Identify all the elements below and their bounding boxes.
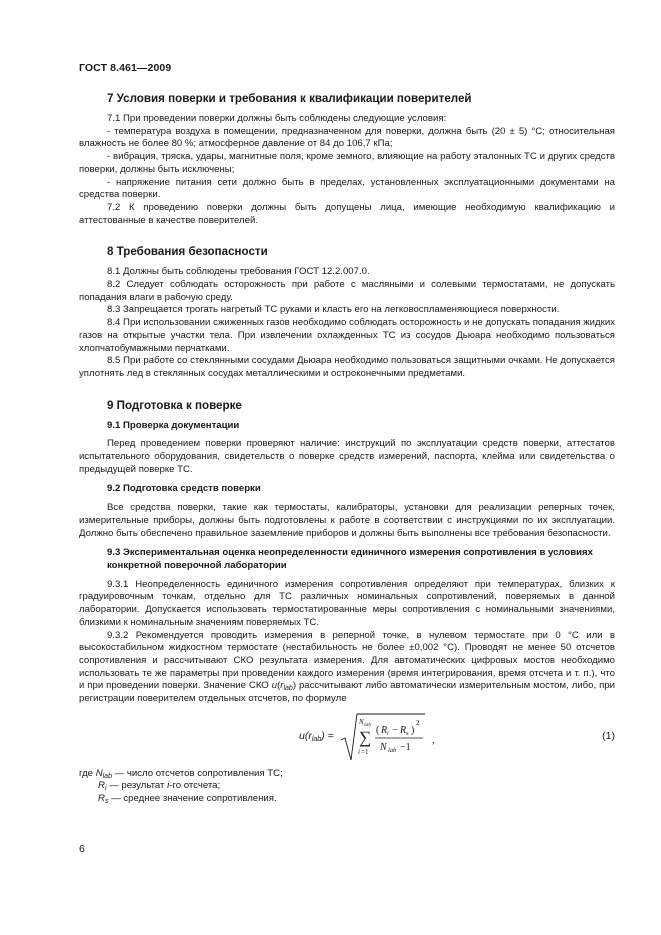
legend-r-i: $R_i$ — результат i-го отсчета;	[98, 780, 221, 793]
svg-text:2: 2	[416, 718, 420, 727]
svg-text:R: R	[400, 724, 407, 736]
formula-number: (1)	[602, 729, 615, 742]
para-7-1-voltage: - напряжение питания сети должно быть в пределах, установленных эксплуатационными документами на средства поверки.	[79, 176, 615, 201]
svg-text:): )	[411, 724, 415, 736]
subsection-9-1-title: 9.1 Проверка документации	[107, 419, 240, 431]
para-9-3-2-text-b: рассчитывают либо автоматически измерительным мостом, либо, при регистрации поверителем отдельных отсчетов, по формуле	[79, 680, 615, 705]
sko-r-symbol: r	[280, 680, 284, 692]
section-8-title: 8 Требования безопасности	[107, 245, 268, 259]
section-9-title: 9 Подготовка к поверке	[107, 398, 242, 412]
section-7-title: 7 Условия поверки и требования к квалификации поверителей	[107, 92, 472, 105]
para-8-3: 8.3 Запрещается трогать нагретый ТС руками и класть его на легковоспламеняющиеся поверхности.	[107, 304, 560, 316]
para-8-1: 8.1 Должны быть соблюдены требования ГОСТ 12.2.007.0.	[107, 266, 370, 278]
formula-1	[79, 710, 615, 766]
page-number: 6	[79, 843, 85, 855]
svg-text:−: −	[392, 724, 398, 736]
para-9-3-2: 9.3.2 Рекомендуется проводить измерения в реперной точке, в нулевом термостате при 0 °С или в высокостабильном жидкостном термостате (нестабильность не более ±0,002 °С). Проводят не менее 50 отсчетов сопротивления и рассчитывают СКО результата измерения. Для автоматических цифровых мостов необходимо использовать те же параметры при проведении каждого измерения (время интегрирования, время отсчета и т. п.), что и при проведении поверки. Значение СКО $u(r_{lab})$ рассчитывают либо автоматически измерительным мостом, либо, при регистрации поверителем отдельных отсчетов, по формуле	[79, 629, 615, 705]
svg-text:=1: =1	[361, 747, 369, 756]
formula-legend	[79, 768, 615, 806]
para-9-2: Все средства поверки, такие как термостаты, калибраторы, установки для реализации реперных точек, измерительные приборы, должны быть подготовлены к работе в соответствии с инструкциями по их эксплуатации. Должно быть обеспечено правильное заземление приборов и должны быть выполнены все требования безопасности.	[79, 502, 615, 539]
sko-lab-subscript: lab	[283, 685, 293, 693]
para-8-4: 8.4 При использовании сжиженных газов необходимо соблюдать осторожность и не допускать попадания жидких газов на открытые участки тела. При извлечении охлажденных ТС из сосудов Дьюара необходимо пользоваться хлопчатобумажными перчатками.	[79, 317, 615, 354]
sko-u-symbol: u	[271, 680, 278, 692]
formula-radical-sign	[341, 714, 425, 760]
subsection-9-3-title: 9.3 Экспериментальная оценка неопределенности единичного измерения сопротивления в условиях конкретной поверочной лаборатории	[107, 547, 593, 571]
para-8-5: 8.5 При работе со стеклянными сосудами Дьюара необходимо пользоваться защитными очками. Не допускается уплотнять лед в стеклянных сосудах металлическими и остроконечными предметами.	[79, 355, 615, 379]
formula-sum-upper-limit: N	[359, 717, 364, 726]
para-7-1-vibration: - вибрация, тряска, удары, магнитные поля, кроме земного, влияющие на работу эталонных ТС и других средств поверки, должны быть исключены;	[79, 151, 615, 175]
svg-text:lab: lab	[388, 746, 397, 754]
svg-text:s: s	[406, 729, 409, 737]
para-7-1-temp: - температура воздуха в помещении, предназначенном для поверки, должна быть (20 ± 5) °С; относительная влажность не более 80 %; атмосферное давление от 84 до 106,7 кПа;	[79, 125, 615, 150]
svg-text:i: i	[387, 729, 389, 737]
svg-text:−1: −1	[400, 741, 411, 753]
para-9-1: Перед проведением поверки проверяют наличие: инструкций по эксплуатации средств поверки, аттестатов испытательного оборудования, свидетельств о поверке средств измерений, паспорта, клейма или свидетельства о предыдущей поверке ТС.	[79, 438, 615, 475]
para-9-3-1: 9.3.1 Неопределенность единичного измерения сопротивления определяют при температурах, близких к градуировочным точкам, отдельно для ТС различных номинальных сопротивлений, поверяемых в данной лаборатории. Допускается использовать термостатированные меры сопротивления с номинальными значениями, близкими к номинальным значениям поверяемых ТС.	[79, 578, 615, 628]
para-7-2: 7.2 К проведению поверки должны быть допущены лица, имеющие необходимую квалификацию и аттестованные в качестве поверителей.	[79, 201, 615, 226]
formula-numerator: (	[376, 724, 380, 736]
para-8-2: 8.2 Следует соблюдать осторожность при работе с масляными и солевыми термостатами, не допускать попадания влаги в рабочую среду.	[79, 279, 615, 303]
formula-sum-lower-limit: i	[358, 747, 360, 756]
formula-sum-sign: ∑	[359, 727, 372, 747]
formula-sqrt-sum-expression	[337, 710, 507, 766]
subsection-9-2-title: 9.2 Подготовка средств поверки	[107, 483, 261, 495]
formula-lhs: $u(r_{lab})$ =	[299, 729, 334, 743]
legend-n-lab: где $N_{lab}$ — число отсчетов сопротивления ТС;	[79, 767, 283, 780]
legend-r-s: $R_s$ — среднее значение сопротивления.	[98, 793, 277, 806]
svg-text:,: ,	[432, 734, 435, 746]
svg-text:lab: lab	[364, 721, 372, 728]
page-header-standard-code: ГОСТ 8.461—2009	[79, 62, 172, 74]
para-9-3-2-text-a: 9.3.2 Рекомендуется проводить измерения в реперной точке, в нулевом термостате при 0 °С или в высокостабильном жидкостном термостате (нестабильность не более ±0,002 °С). Проводят не менее 50 отсчетов сопротивления и рассчитывают СКО результата измерения. Для автоматических цифровых мостов необходимо использовать те же параметры при проведении каждого измерения (время интегрирования, время отсчета и т. п.), что и при проведении поверки. Значение СКО	[79, 629, 615, 692]
svg-text:R: R	[381, 724, 388, 736]
page-content	[79, 92, 615, 806]
para-7-1: 7.1 При проведении поверки должны быть соблюдены следующие условия:	[107, 113, 447, 124]
formula-denominator: N	[380, 741, 387, 753]
